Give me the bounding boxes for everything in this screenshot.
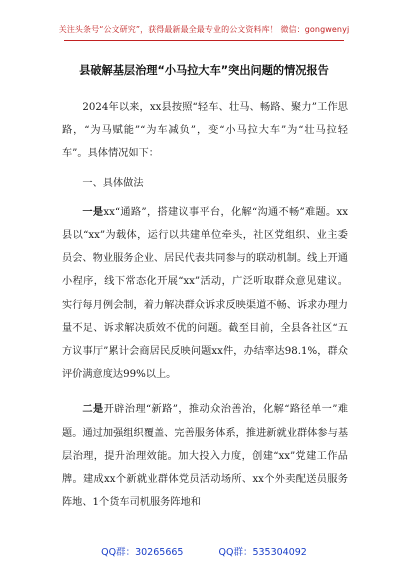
- spacer: [62, 386, 348, 398]
- item-one-lead: 一是: [82, 206, 104, 218]
- footer: [0, 544, 408, 558]
- footer-qq-group-1: QQ群：30265665: [101, 547, 184, 558]
- header-divider: [64, 40, 344, 41]
- document-title: 县破解基层治理“小马拉大车”突出问题的情况报告: [79, 64, 329, 77]
- intro-paragraph: 2024年以来，xx县按照“轻车、壮马、畅路、聚力”工作思路，“为马赋能”“为车减负”，变“小马拉大车”为“壮马拉轻车”。具体情况如下：: [62, 102, 348, 160]
- item-two-lead-rest: 开辟治理“新路”，推动众治善治，化解“路径单一”难题。: [62, 404, 348, 439]
- item-one-lead-rest: xx“通路”，搭建议事平台，化解“沟通不畅”难题。: [103, 206, 337, 218]
- footer-qq-group-2: QQ群：535304092: [218, 547, 307, 558]
- document-body: [62, 96, 348, 514]
- section-heading: 一、具体做法: [82, 177, 144, 189]
- header-banner: 关注头条号“公文研究”，获得最新最全最专业的公文资料库！ 微信：gongwenyj: [58, 25, 350, 34]
- item-two-lead: 二是: [82, 404, 104, 416]
- item-one-body: xx县以“xx”为载体，运行以共建单位牵头，社区党组织、业主委员会、物业服务企业、居民代表共同参与的联动机制。线上开通小程序，线下常态化开展“xx”活动，广泛听取群众意见建议。实行每月例会制，着力解决群众诉求反映渠道不畅、诉求办理力量不足、诉求解决质效不优的问题。截至目前，全县各社区“五方议事厅”累计会商居民反映问题xx件，办结率达98.1%，群众评价满意度达99%以上。: [62, 206, 349, 381]
- item-two-body: 通过加强组织覆盖、完善服务体系，推进新就业群体参与基层治理，提升治理效能。加大投入力度，创建“xx”党建工作品牌。建成xx个新就业群体党员活动场所、xx个外卖配送员服务阵地、1个货车司机服务阵地和: [62, 427, 349, 509]
- item-one-paragraph: [62, 201, 348, 387]
- item-two-paragraph: [62, 398, 348, 514]
